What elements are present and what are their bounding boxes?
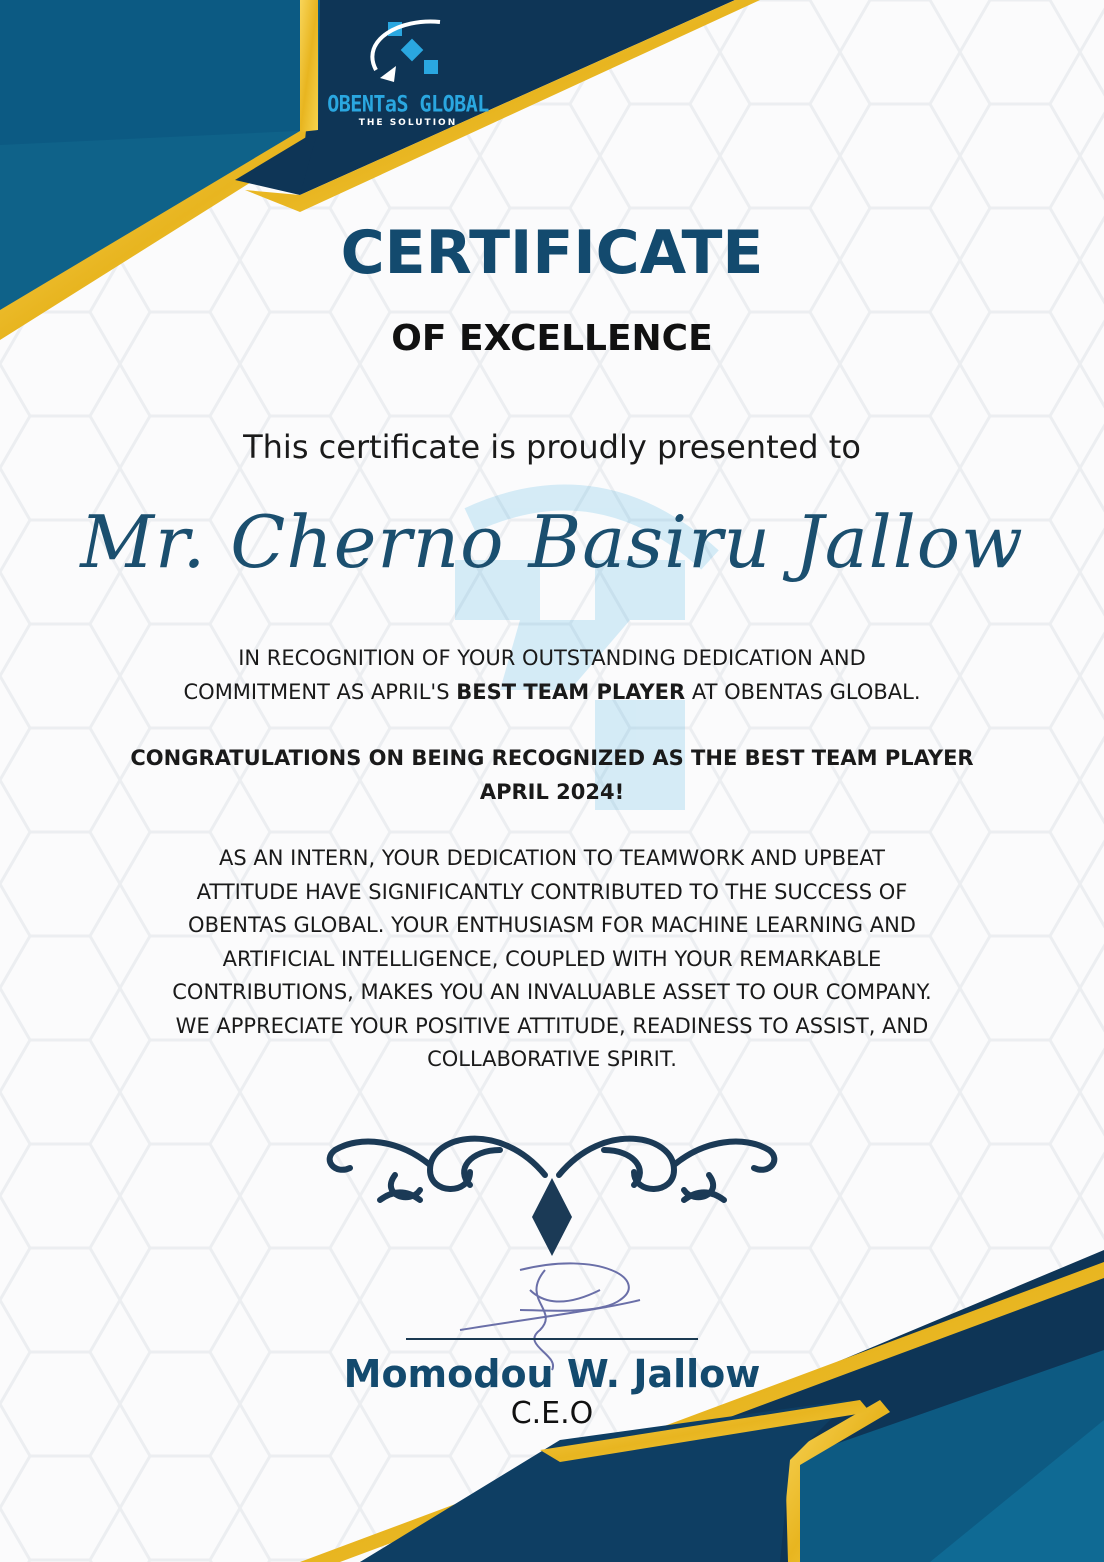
recognition-line-2: [0, 676, 1104, 710]
body-line: ATTITUDE HAVE SIGNIFICANTLY CONTRIBUTED TO THE SUCCESS OF: [196, 879, 908, 904]
certificate-subtitle: OF EXCELLENCE: [391, 318, 713, 359]
signer-title: C.E.O: [510, 1396, 594, 1431]
logo-tagline: THE SOLUTION: [358, 118, 458, 128]
body-line: CONTRIBUTIONS, MAKES YOU AN INVALUABLE ASSET TO OUR COMPANY.: [172, 980, 932, 1004]
congrats-line-1: CONGRATULATIONS ON BEING RECOGNIZED AS THE BEST TEAM PLAYER: [130, 746, 974, 770]
company-logo: [318, 14, 498, 128]
recognition-text-pre: COMMITMENT AS APRIL'S: [183, 679, 457, 704]
congrats-line-2: APRIL 2024!: [479, 779, 625, 804]
recognition-line-1: IN RECOGNITION OF YOUR OUTSTANDING DEDICATION AND: [238, 646, 866, 670]
recognition-paragraph: [0, 642, 1104, 709]
signer-name: Momodou W. Jallow: [343, 1352, 761, 1396]
recognition-highlight: BEST TEAM PLAYER: [456, 679, 686, 704]
presented-to-line: This certificate is proudly presented to: [243, 428, 861, 466]
body-line: AS AN INTERN, YOUR DEDICATION TO TEAMWORK AND UPBEAT: [219, 846, 885, 870]
body-line: COLLABORATIVE SPIRIT.: [427, 1047, 677, 1071]
recognition-text-post: AT OBENTAS GLOBAL.: [685, 679, 921, 704]
body-line: WE APPRECIATE YOUR POSITIVE ATTITUDE, READINESS TO ASSIST, AND: [175, 1013, 929, 1038]
body-paragraph: [0, 842, 1104, 1077]
signature-line: [406, 1338, 698, 1340]
congratulations-paragraph: [0, 742, 1104, 809]
recipient-name: Mr. Cherno Basiru Jallow: [80, 500, 1024, 584]
body-line: OBENTAS GLOBAL. YOUR ENTHUSIASM FOR MACHINE LEARNING AND: [188, 913, 916, 937]
body-line: ARTIFICIAL INTELLIGENCE, COUPLED WITH YOUR REMARKABLE: [222, 946, 882, 971]
certificate-title: CERTIFICATE: [340, 218, 764, 288]
logo-name: OBENTaS GLOBAL: [327, 90, 489, 118]
